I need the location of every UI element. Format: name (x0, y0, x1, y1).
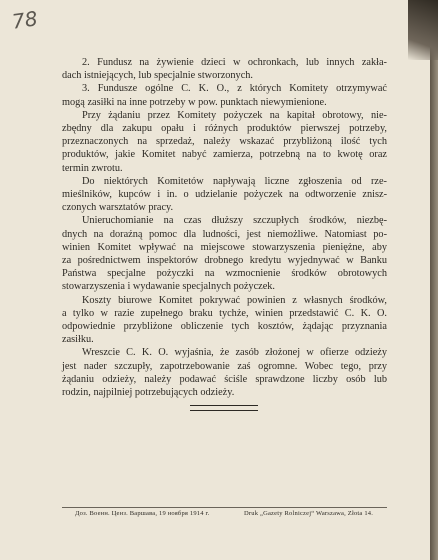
paragraph (62, 56, 387, 82)
paragraph-line: żądaniu odzieży, należy podawać ściśle sprawdzone liczby osób lub (62, 373, 387, 385)
paragraph (62, 175, 387, 215)
footer-rule (62, 507, 387, 508)
page-edge-shadow (430, 0, 438, 560)
section-divider-bottom (190, 410, 258, 411)
paragraph (62, 214, 387, 293)
printer-imprint: Druk „Gazety Rolniczej“ Warszawa, Złota 14. (244, 510, 374, 517)
paragraph-line: jest nader szczupły, zapotrzebowanie zaś ogromne. Wobec tego, przy (62, 360, 387, 372)
document-body (62, 56, 387, 399)
paragraph (62, 346, 387, 399)
paragraph-line: a tylko w razie zupełnego braku tychże, winien przedstawić C. K. O. (62, 307, 387, 319)
censor-approval-note: Доз. Военн. Ценз. Варшава, 19 ноября 1914 г. (75, 510, 210, 517)
paragraph-line: produktów, jakie Komitet nabyć zamierza, potrzebną na to kwotę oraz (62, 149, 387, 161)
paragraph-line: Unieruchomianie na czas dłuższy szczupłych środków, niezbę- (82, 215, 387, 227)
paragraph-line: 2. Fundusz na żywienie dzieci w ochronkach, lub innych zakła- (82, 57, 387, 68)
paragraph-line: 3. Fundusze ogólne C. K. O., z których Komitety otrzymywać (82, 83, 387, 95)
page-corner-shadow (408, 0, 438, 60)
paragraph-line: przeznaczonych na sprzedaż, należy wskazać przybliżoną ilość tych (62, 136, 387, 148)
paragraph-line: winien Komitet wpływać na miejscowe stowarzyszenia pieniężne, aby (62, 241, 387, 253)
paragraph-line: Przy żądaniu przez Komitety pożyczek na kapitał obrotowy, nie- (82, 109, 387, 121)
paragraph-line: Wreszcie C. K. O. wyjaśnia, że zasób złożonej w ofierze odzieży (82, 347, 387, 359)
paragraph-line: Do niektórych Komitetów napływają liczne zgłoszenia od rze- (82, 175, 387, 187)
paragraph-line: zbędny dla zakupu opału i różnych produktów pierwszej potrzeby, (62, 123, 387, 135)
handwritten-page-mark: 78 (10, 6, 39, 34)
paragraph (62, 109, 387, 175)
paragraph-line: mieślników, kupców i in. o udzielanie pożyczek na odtworzenie znisz- (62, 189, 387, 201)
paragraph (62, 82, 387, 108)
paragraph-line: odpowiednie przybliżone obliczenie tych kosztów, żądając przyznania (62, 321, 387, 333)
paragraph-line: Koszty biurowe Komitet pokrywać powinien z własnych środków, (82, 294, 387, 306)
paragraph-line: stowarzyszenia i wydawanie specjalnych pożyczek. (62, 281, 275, 293)
paragraph-line: Państwa specjalne pożyczki na wzmocnienie środków obrotowych (62, 268, 387, 280)
section-divider-top (190, 405, 258, 406)
paragraph-line: czonych warsztatów pracy. (62, 202, 174, 214)
paragraph-line: zasiłku. (62, 334, 94, 346)
paragraph-line: rodzin, najpilniej potrzebujących odzieży. (62, 387, 235, 399)
paragraph-line: za pośrednictwem inspektorów drobnego kredytu wyjednywać w Banku (62, 255, 387, 267)
paragraph-line: termin zwrotu. (62, 162, 123, 174)
paragraph-line: dnych na doraźną pomoc dla ludności, jest niemożliwe. Natomiast po- (62, 228, 387, 240)
paragraph (62, 294, 387, 347)
paragraph-line: mogą zasiłki na inne potrzeby w pow. punktach niewymienione. (62, 96, 327, 108)
paragraph-line: dach istniejących, lub specjalnie stworzonych. (62, 70, 254, 82)
